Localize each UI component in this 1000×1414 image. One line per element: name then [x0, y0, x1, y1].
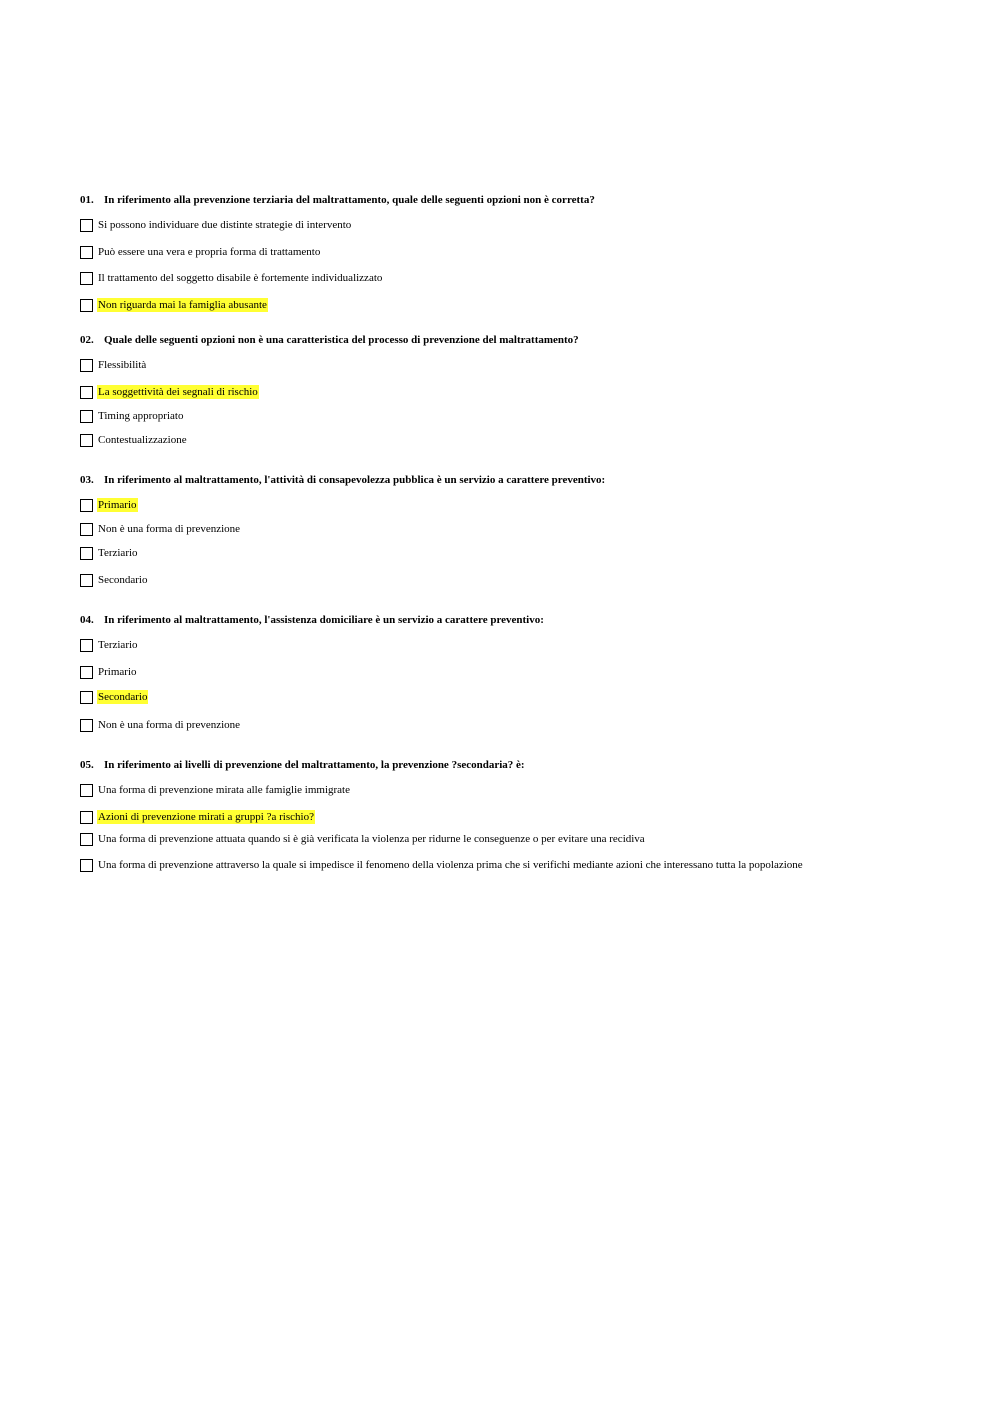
- option-label: Timing appropriato: [98, 410, 184, 422]
- question-4-title: [80, 614, 544, 627]
- question-4-number: 04.: [80, 614, 94, 626]
- checkbox[interactable]: [80, 499, 93, 512]
- question-3-title: [80, 474, 605, 487]
- checkbox[interactable]: [80, 219, 93, 232]
- option-label: Si possono individuare due distinte strategie di intervento: [98, 219, 352, 231]
- question-2-title: [80, 334, 579, 347]
- checkbox[interactable]: [80, 719, 93, 732]
- option-label: Terziario: [98, 547, 138, 559]
- question-1-text: In riferimento alla prevenzione terziaria del maltrattamento, quale delle seguenti opzioni non è corretta?: [104, 194, 595, 206]
- option-label-highlighted: Secondario: [98, 691, 148, 703]
- option-label: Il trattamento del soggetto disabile è fortemente individualizzato: [98, 272, 383, 284]
- checkbox[interactable]: [80, 523, 93, 536]
- option-label: Una forma di prevenzione attuata quando si è già verificata la violenza per ridurne le conseguenze o per evitare una recidiva: [98, 833, 645, 845]
- option-label: Terziario: [98, 639, 138, 651]
- checkbox[interactable]: [80, 833, 93, 846]
- checkbox[interactable]: [80, 299, 93, 312]
- checkbox[interactable]: [80, 359, 93, 372]
- checkbox[interactable]: [80, 639, 93, 652]
- question-3-text: In riferimento al maltrattamento, l'attività di consapevolezza pubblica è un servizio a carattere preventivo:: [104, 474, 606, 486]
- option-label: Non è una forma di prevenzione: [98, 719, 241, 731]
- option-label: Una forma di prevenzione mirata alle famiglie immigrate: [98, 784, 350, 796]
- checkbox[interactable]: [80, 811, 93, 824]
- question-2-number: 02.: [80, 334, 94, 346]
- checkbox[interactable]: [80, 574, 93, 587]
- option-label: Contestualizzazione: [98, 434, 187, 446]
- option-label: Può essere una vera e propria forma di trattamento: [98, 246, 321, 258]
- checkbox[interactable]: [80, 410, 93, 423]
- question-5-title: [80, 759, 525, 772]
- option-label-highlighted: Non riguarda mai la famiglia abusante: [98, 299, 267, 311]
- option-label: Non è una forma di prevenzione: [98, 523, 241, 535]
- checkbox[interactable]: [80, 666, 93, 679]
- checkbox[interactable]: [80, 691, 93, 704]
- option-label-highlighted: La soggettività dei segnali di rischio: [98, 386, 258, 398]
- checkbox[interactable]: [80, 386, 93, 399]
- question-5-number: 05.: [80, 759, 94, 771]
- option-label-highlighted: Azioni di prevenzione mirati a gruppi ?a rischio?: [98, 811, 314, 823]
- question-4-text: In riferimento al maltrattamento, l'assistenza domiciliare è un servizio a carattere preventivo:: [104, 614, 544, 626]
- checkbox[interactable]: [80, 434, 93, 447]
- option-label: Una forma di prevenzione attraverso la quale si impedisce il fenomeno della violenza prima che si verifichi mediante azioni che interessano tutta la popolazione: [98, 859, 803, 871]
- option-label: Secondario: [98, 574, 148, 586]
- question-1-number: 01.: [80, 194, 94, 206]
- checkbox[interactable]: [80, 272, 93, 285]
- question-2-text: Quale delle seguenti opzioni non è una caratteristica del processo di prevenzione del maltrattamento?: [104, 334, 579, 346]
- question-1-title: [80, 194, 595, 207]
- checkbox[interactable]: [80, 784, 93, 797]
- checkbox[interactable]: [80, 859, 93, 872]
- checkbox[interactable]: [80, 246, 93, 259]
- option-label-highlighted: Primario: [98, 499, 137, 511]
- option-label: Primario: [98, 666, 137, 678]
- question-5-text: In riferimento ai livelli di prevenzione del maltrattamento, la prevenzione ?secondaria? è:: [104, 759, 525, 771]
- option-label: Flessibilità: [98, 359, 147, 371]
- question-3-number: 03.: [80, 474, 94, 486]
- checkbox[interactable]: [80, 547, 93, 560]
